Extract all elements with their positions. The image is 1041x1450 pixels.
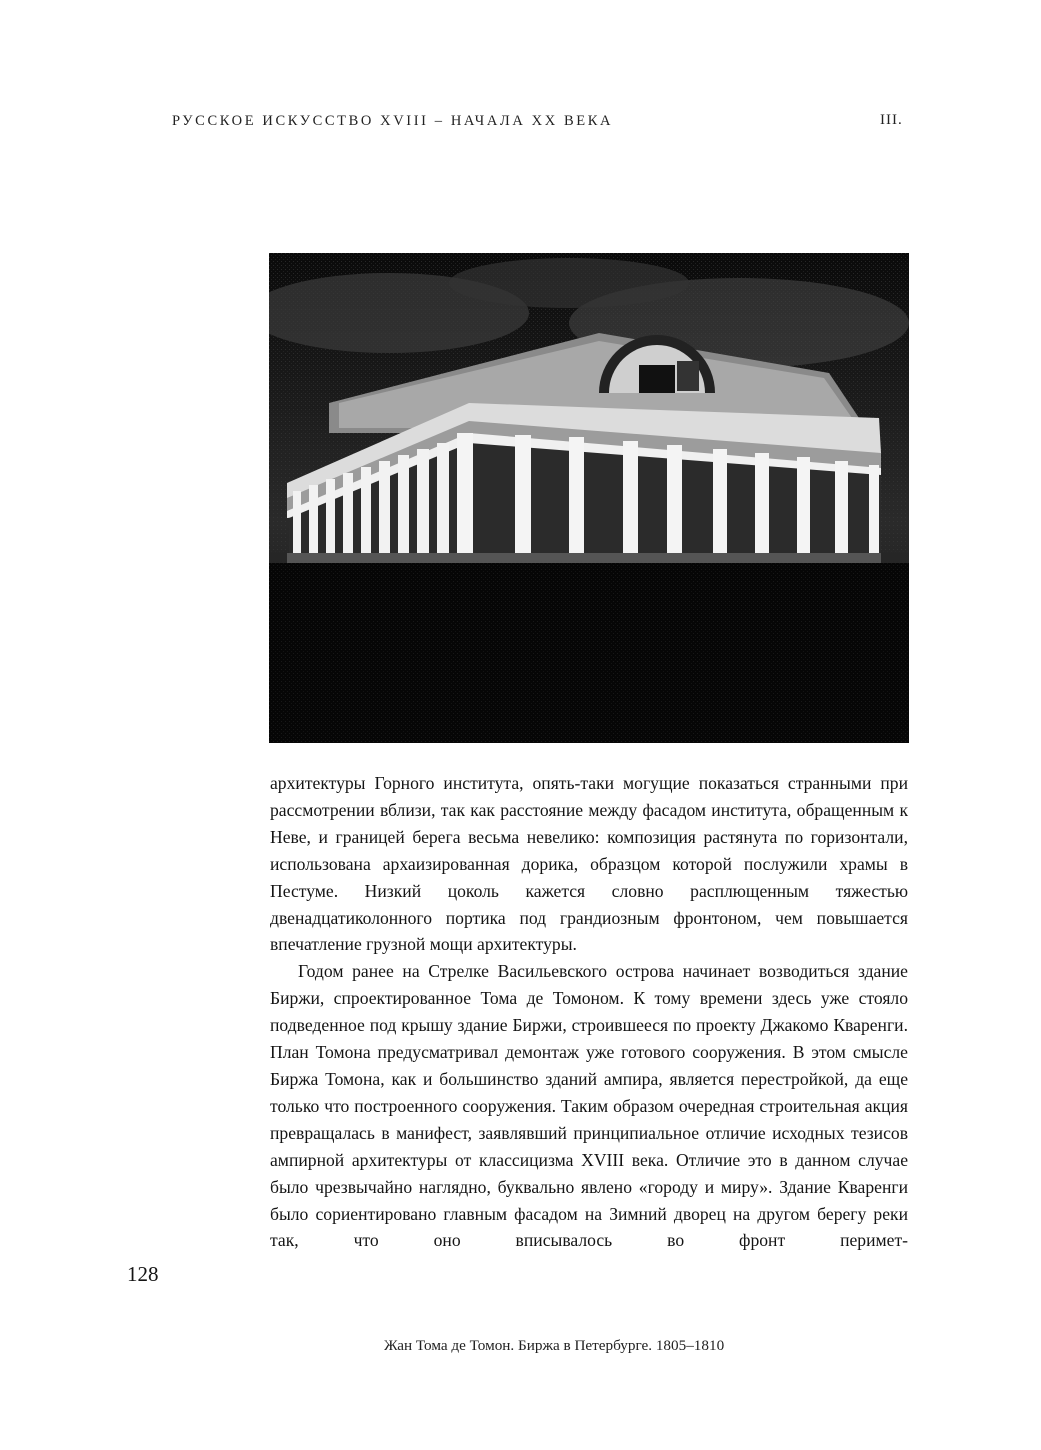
running-title: РУССКОЕ ИСКУССТВО XVIII – НАЧАЛА XX ВЕКА: [172, 113, 614, 129]
page-number: 128: [127, 1262, 159, 1286]
figure-caption: Жан Тома де Томон. Биржа в Петербурге. 1805–1810: [384, 1337, 725, 1354]
paragraph-2: Годом ранее на Стрелке Васильевского острова начинает возводиться здание Биржи, спроектированное Тома де Томоном. К тому времени здесь уже стояло подведенное под крышу здание Биржи, строившееся по проекту Джакомо Кваренги. План Томона предусматривал демонтаж уже готового сооружения. В этом смысле Биржа Томона, как и большинство зданий ампира, является перестройкой, да еще только что построенного сооружения. Таким образом очередная строительная акция превращалась в манифест, заявлявший принципиальное отличие исходных тезисов ампирной архитектуры от классицизма XVIII века. Отличие это в данном случае было чрезвычайно наглядно, буквально явлено «городу и миру». Здание Кваренги было сориентировано главным фасадом на Зимний дворец на другом берегу реки так, что оно вписывалось во фронт перимет-: [270, 961, 908, 1251]
figure-photo: [269, 253, 909, 743]
body-text: [270, 770, 908, 1254]
photo-exchange-building-icon: [269, 253, 909, 743]
paragraph-1: архитектуры Горного института, опять-таки могущие показаться странными при рассмотрении вблизи, так как расстояние между фасадом института, обращенным к Неве, и границей берега весьма невелико: композиция растянута по горизонтали, использована архаизированная дорика, образцом которой послужили храмы в Пестуме. Низкий цоколь кажется словно расплющенным тяжестью двенадцатиколонного портика под грандиозным фронтоном, чем повышается впечатление грузной мощи архитектуры.: [270, 773, 908, 955]
section-mark: III.: [880, 112, 903, 128]
